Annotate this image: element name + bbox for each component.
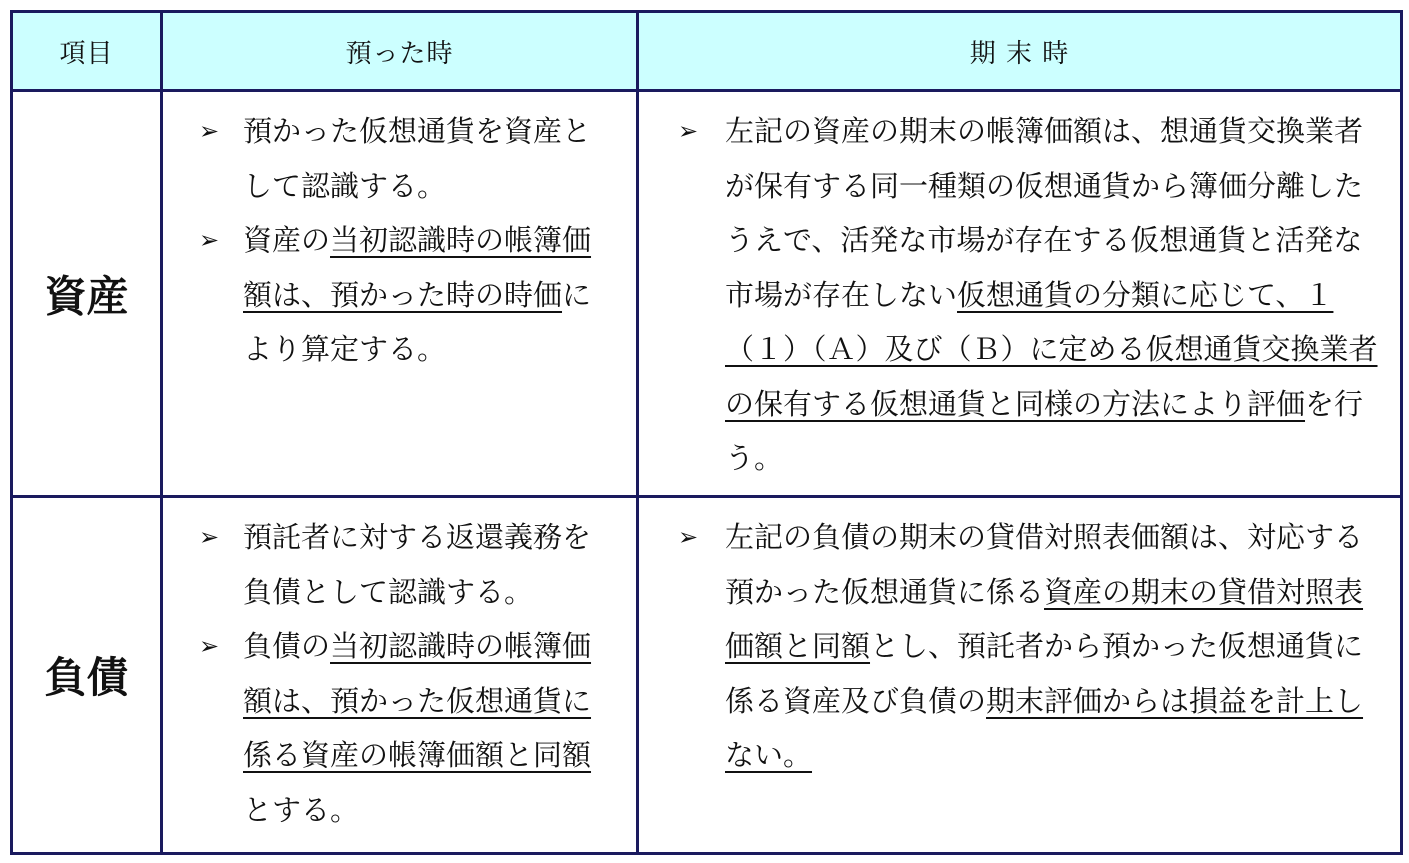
- header-period-end: 期 末 時: [638, 12, 1402, 91]
- bullet-text: [725, 104, 1378, 486]
- underlined-text: 当初認識時の帳簿価額は、預かった仮想通貨に係る資産の帳簿価額と同額: [243, 629, 592, 772]
- bullet-arrow-icon: ➢: [198, 117, 220, 145]
- underlined-text: 資産の期末の貸借対照表価額と同額: [725, 574, 1364, 663]
- bullet-text: [243, 619, 614, 837]
- text-run: 負債の: [243, 629, 331, 663]
- header-deposit-time: 預った時: [162, 12, 638, 91]
- bullet-text: [243, 104, 614, 213]
- accounting-table: [10, 10, 1403, 855]
- bullet-text: [243, 510, 614, 619]
- assets-deposit-cell: [162, 91, 638, 497]
- bullet-arrow-icon: ➢: [198, 226, 220, 254]
- underlined-text: 当初認識時の帳簿価額は、預かった時の時価: [243, 223, 592, 312]
- bullet-item: [175, 510, 614, 619]
- bullet-arrow-icon: ➢: [677, 117, 699, 145]
- text-run: 左記の資産の期末の帳簿価額は、想通貨交換業者が保有する同一種類の仮想通貨から簿価分離したうえで、活発な市場が存在する仮想通貨と活発な市場が存在しない: [725, 114, 1364, 312]
- liabilities-period-end-cell: [638, 497, 1402, 854]
- row-assets: [12, 91, 1402, 497]
- bullet-item: [651, 510, 1378, 783]
- text-run: 預かった仮想通貨を資産として認識する。: [243, 114, 592, 203]
- text-run: 左記の負債の期末の貸借対照表価額は、対応する預かった仮想通貨に係る: [725, 520, 1364, 609]
- bullet-item: [175, 104, 614, 213]
- row-label-liabilities: 負債: [12, 497, 162, 854]
- text-run: 預託者に対する返還義務を負債として認識する。: [243, 520, 592, 609]
- bullet-arrow-icon: ➢: [198, 523, 220, 551]
- bullet-item: [175, 619, 614, 837]
- text-run: を行う。: [725, 386, 1364, 475]
- row-label-assets: 資産: [12, 91, 162, 497]
- bullet-text: [725, 510, 1378, 783]
- header-row: [12, 12, 1402, 91]
- bullet-arrow-icon: ➢: [677, 523, 699, 551]
- underlined-text: 仮想通貨の分類に応じて、１（１）（Ａ）及び（Ｂ）に定める仮想通貨交換業者の保有する仮想通貨と同様の方法により評価: [725, 277, 1378, 421]
- bullet-item: [175, 213, 614, 377]
- text-run: 資産の: [243, 223, 331, 257]
- text-run: とし、預託者から預かった仮想通貨に係る資産及び負債の: [725, 629, 1364, 718]
- text-run: とする。: [243, 792, 360, 827]
- assets-period-end-cell: [638, 91, 1402, 497]
- header-item: 項目: [12, 12, 162, 91]
- underlined-text: 期末評価からは損益を計上しない。: [725, 683, 1364, 772]
- liabilities-deposit-cell: [162, 497, 638, 854]
- text-run: により算定する。: [243, 277, 592, 366]
- row-liabilities: [12, 497, 1402, 854]
- bullet-item: [651, 104, 1378, 486]
- bullet-text: [243, 213, 614, 377]
- bullet-arrow-icon: ➢: [198, 632, 220, 660]
